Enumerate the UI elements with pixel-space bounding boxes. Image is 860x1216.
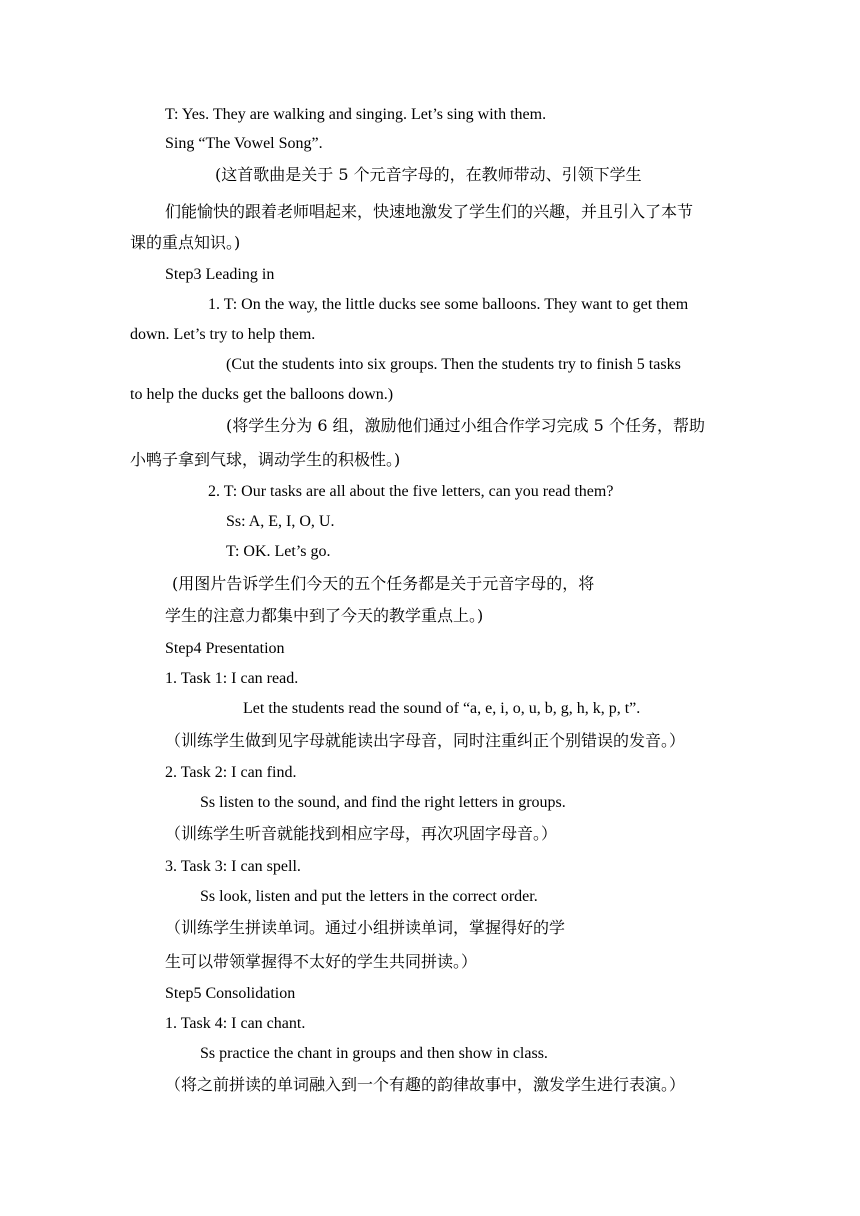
text-line: (用图片告诉学生们今天的五个任务都是关于元音字母的，将 <box>172 574 595 593</box>
text-line: (将学生分为 6 组，激励他们通过小组合作学习完成 5 个任务，帮助 <box>226 416 705 435</box>
text-line: （训练学生拼读单词。通过小组拼读单词，掌握得好的学 <box>165 918 566 937</box>
text-line: （将之前拼读的单词融入到一个有趣的韵律故事中，激发学生进行表演。） <box>165 1075 686 1094</box>
text-line: T: Yes. They are walking and singing. Let’s sing with them. <box>165 106 547 123</box>
section-heading: Step4 Presentation <box>165 640 285 657</box>
section-heading: Step5 Consolidation <box>165 985 296 1002</box>
text-line: T: OK. Let’s go. <box>226 543 331 560</box>
text-line: 学生的注意力都集中到了今天的教学重点上。) <box>165 606 484 625</box>
text-line: 生可以带领掌握得不太好的学生共同拼读。） <box>165 952 478 971</box>
text-line: to help the ducks get the balloons down.) <box>130 386 394 403</box>
text-line: (Cut the students into six groups. Then the students try to finish 5 tasks <box>226 356 681 373</box>
text-line: (这首歌曲是关于 5 个元音字母的，在教师带动、引领下学生 <box>215 165 642 184</box>
text-line: 们能愉快的跟着老师唱起来，快速地激发了学生们的兴趣，并且引入了本节 <box>165 202 694 221</box>
text-line: Ss listen to the sound, and find the right letters in groups. <box>200 794 566 811</box>
section-heading: Step3 Leading in <box>165 266 275 283</box>
task-item: 1. Task 4: I can chant. <box>165 1015 306 1032</box>
text-line: Sing “The Vowel Song”. <box>165 135 323 152</box>
text-line: Ss: A, E, I, O, U. <box>226 513 335 530</box>
text-line: （训练学生做到见字母就能读出字母音，同时注重纠正个别错误的发音。） <box>165 731 686 750</box>
text-line: （训练学生听音就能找到相应字母，再次巩固字母音。） <box>165 824 558 843</box>
task-item: 1. Task 1: I can read. <box>165 670 299 687</box>
text-line: Ss look, listen and put the letters in the correct order. <box>200 888 538 905</box>
text-line: down. Let’s try to help them. <box>130 326 316 343</box>
task-item: 3. Task 3: I can spell. <box>165 858 301 875</box>
text-line: Let the students read the sound of “a, e, i, o, u, b, g, h, k, p, t”. <box>243 700 641 717</box>
text-line: 1. T: On the way, the little ducks see some balloons. They want to get them <box>208 296 689 313</box>
text-line: 课的重点知识。) <box>130 233 241 252</box>
text-line: 小鸭子拿到气球，调动学生的积极性。) <box>130 450 401 469</box>
text-line: Ss practice the chant in groups and then show in class. <box>200 1045 548 1062</box>
text-line: 2. T: Our tasks are all about the five letters, can you read them? <box>208 483 614 500</box>
task-item: 2. Task 2: I can find. <box>165 764 297 781</box>
